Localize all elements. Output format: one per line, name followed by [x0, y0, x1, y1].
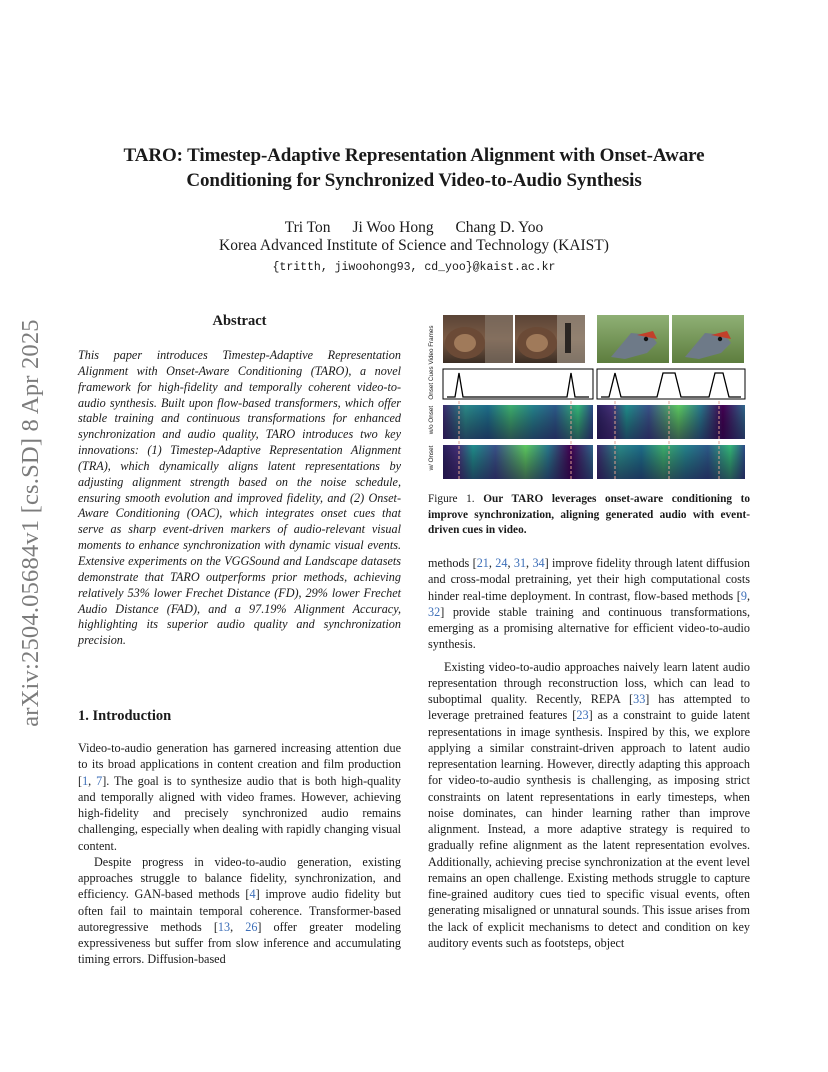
author: Tri Ton: [284, 219, 331, 236]
row-label-onset-cues: Onset Cues: [428, 366, 435, 400]
intro-paragraph-2: Despite progress in video-to-audio generation, existing approaches struggle to balance fidelity, synchronization, and efficiency. GAN-based methods [4] improve audio fidelity but often fail to maintain temporal coherence. Transformer-based autoregressive methods [13, 26] offer greater modeling expressiveness but suffer from slow inference and accumulating timing errors. Diffusion-based: [78, 854, 402, 967]
figure-1-caption: [428, 492, 750, 539]
citation-link[interactable]: 33: [633, 692, 646, 706]
author-list: [0, 219, 828, 237]
citation-link[interactable]: 7: [96, 773, 103, 788]
figure-1: [425, 313, 755, 483]
citation-link[interactable]: 32: [428, 604, 441, 619]
author-emails: {tritth, jiwoohong93, cd_yoo}@kaist.ac.kr: [272, 261, 556, 274]
onset-cues-plot: [443, 369, 745, 399]
spectrogram-with-onset: [443, 445, 745, 479]
video-frames-right: [597, 315, 744, 363]
citation-link[interactable]: 23: [576, 708, 589, 723]
title-line-1: TARO: Timestep-Adaptive Representation Alignment with Onset-Aware: [123, 145, 705, 166]
citation-link[interactable]: 21: [476, 556, 489, 570]
paper-title: [70, 143, 758, 193]
row-label-video-frames: Video Frames: [428, 325, 435, 365]
intro-paragraph-3: methods [21, 24, 31, 34] improve fidelity through latent diffusion and cross-modal pretraining, yet their high computational costs hinder real-time deployment. In contrast, flow-based methods [9, 32] provide stable training and continuous transformations, emerging as a promising alternative for efficient video-to-audio synthesis.: [428, 556, 750, 652]
spectrogram-without-onset: [443, 405, 745, 439]
citation-link[interactable]: 13: [217, 919, 231, 934]
abstract-heading: Abstract: [212, 313, 267, 329]
video-frames-left: [443, 315, 585, 363]
caption-text: Our TARO leverages onset-aware conditioning to improve synchronization, aligning generated audio with event-driven cues in video.: [428, 493, 751, 537]
abstract-text: This paper introduces Timestep-Adaptive Representation Alignment with Onset-Aware Conditioning (TARO), a novel framework for high-fidelity and temporally coherent video-to-audio synthesis. Built upon flow-based transformers, which offer stable training and continuous transformations for enhanced synchronization and audio quality, TARO introduces two key innovations: (1) Timestep-Adaptive Representation Alignment (TRA), which dynamically aligns latent representations by adjusting alignment strength based on the noise schedule, ensuring smooth evolution and improved fidelity, and (2) Onset-Aware Conditioning (OAC), which integrates onset cues that serve as sharp event-driven markers of audio-relevant visual moments to enhance synchronization with dynamic visual events. Extensive experiments on the VGGSound and Landscape datasets demonstrate that TARO outperforms prior methods, achieving relatively 53% lower Frechet Distance (FD), 29% lower Frechet Audio Distance (FAD), and a 97.19% Alignment Accuracy, highlighting its superior audio quality and synchronization precision.: [78, 348, 401, 648]
citation-link[interactable]: 4: [249, 887, 256, 902]
intro-paragraph-4: Existing video-to-audio approaches naively learn latent audio representation through reconstruction loss, which can lead to suboptimal quality. Recently, REPA [33] has attempted to leverage pretrained features [23] as a constraint to guide latent representations in image synthesis. Inspired by this, we explore applying a similar constraint-driven approach to latent audio representation learning. However, directly adapting this approach for video-to-audio synthesis is challenging, as imposing strict constraints on latent representations in early timesteps, when noise dominates, can hinder learning rather than improve alignment. Instead, a more adaptive strategy is required to gradually refine alignment as the latent representation evolves. Additionally, achieving precise synchronization at the event level remains an open challenge. Existing methods struggle to capture fine-grained auditory cues tied to specific visual events, often generating misaligned or unnatural sounds. This issue arises from the lack of explicit mechanisms to detect and condition on key auditory events such as footsteps, object: [428, 659, 751, 950]
citation-link[interactable]: 26: [245, 919, 258, 934]
row-label-with-onset: w/ Onset: [428, 445, 435, 471]
intro-paragraph-1: Video-to-audio generation has garnered increasing attention due to its broad applications in content creation and film production [1, 7]. The goal is to synthesize audio that is both high-quality and temporally aligned with video frames. However, achieving high-fidelity and precisely synchronized audio remains challenging, especially when dealing with rapidly changing visual content.: [78, 741, 401, 853]
arxiv-identifier: arXiv:2504.05684v1 [cs.SD] 8 Apr 2025: [17, 319, 44, 727]
citation-link[interactable]: 1: [82, 773, 89, 788]
section-heading-introduction: 1. Introduction: [78, 708, 172, 724]
citation-link[interactable]: 31: [513, 556, 527, 570]
caption-label: Figure 1.: [428, 493, 475, 505]
intro-right-column: [428, 555, 750, 951]
title-line-2: Conditioning for Synchronized Video-to-Audio Synthesis: [186, 170, 642, 191]
citation-link[interactable]: 24: [495, 556, 508, 570]
arxiv-sidebar: [14, 288, 48, 758]
intro-left-column: [78, 740, 401, 968]
figure-1-graphic: [425, 313, 755, 483]
author: Chang D. Yoo: [455, 219, 544, 236]
row-label-without-onset: w/o Onset: [428, 405, 435, 435]
citation-link[interactable]: 9: [740, 588, 747, 603]
author: Ji Woo Hong: [352, 219, 434, 236]
citation-link[interactable]: 34: [532, 556, 545, 570]
affiliation: Korea Advanced Institute of Science and Technology (KAIST): [219, 237, 609, 254]
